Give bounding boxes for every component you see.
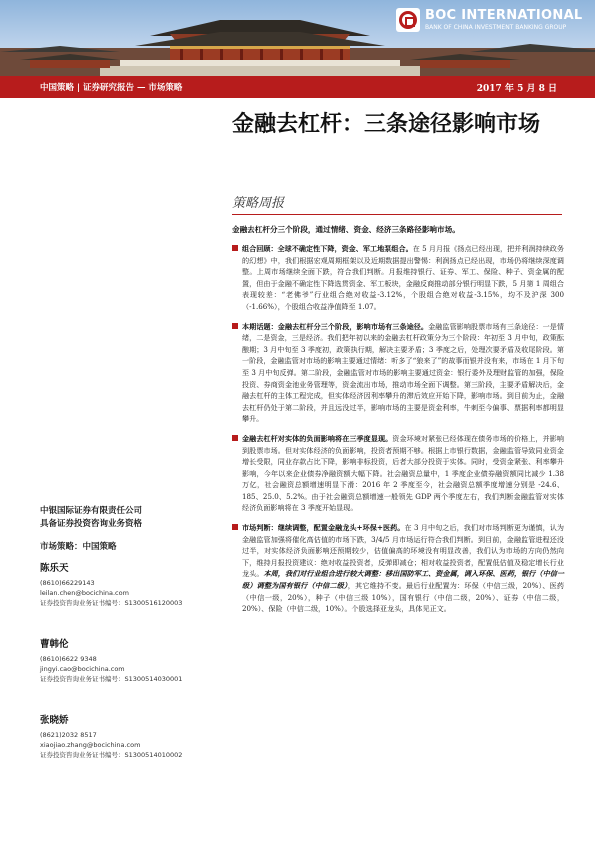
analyst-name: 曹韩伦 bbox=[40, 639, 69, 650]
header-strip bbox=[0, 76, 595, 98]
bullet-paragraph bbox=[242, 243, 564, 313]
bullet-square-icon bbox=[232, 245, 238, 251]
analyst-card bbox=[40, 712, 210, 760]
report-title: 金融去杠杆：三条途径影响市场 bbox=[232, 111, 541, 137]
bullet-label: 组合回顾：全球不确定性下降，资金、军工地泵组合。 bbox=[242, 244, 413, 253]
report-category: 市场策略：中国策略 bbox=[40, 542, 117, 552]
title-divider bbox=[232, 214, 562, 215]
bullet-text: 资金环境对紧张已经体现在债务市场的价格上，并影响到股票市场。但对实体经济的负面影响，投资者预期不够。根据上市银行数据，金融监管导致同业资金增长受限，同业存款占比下降，影响非标投资，后者大部分投资于实体。同时，受资金紧张、利率攀升影响，今年以来企业债券净融资额大幅下降。社会融资总量中，1 季度企业债券融资额同比减少 1.38 万亿，社会融资总额增速明显下滑：2016 年 2 季度至今，社会融资总额季度增速分别是 -24.6、185、25.0、5.2%。由于社会融资总额增速一般领先 GDP 两个季度左右，我们判断金融监管对实体经济负面影响将在 3 季度开始显现。 bbox=[242, 433, 564, 513]
bullet-text: 金融监管影响股票市场有三条途径：一是情绪，二是资金，三是经济。我们把年初以来的金融去杠杆政策分为三个阶段：年初至 3 月中旬，政策酝酿期；3 月中旬至 3 季度初，政策执行期，解决主要矛盾；3 季度之后，处理次要矛盾及收尾阶段。第一阶段，金融监管对市场的影响主要通过情绪：听多了“狼来了”的故事而银并没有来，市场在 1 月下旬至 3 月中旬反弹。第二阶段，金融监管对市场的影响主要通过资金：银行委外及理财监管的加强，保险投资、券商资金池业务管理等，资金流出市场，推动市场全面下调整。第三阶段，主要矛盾解决后，金融去杠杆的主体工程完成，但实体经济因利率攀升的滞后效应开始下降，影响市场。到目前为止，金融去杠杆仍处于第二阶段，并且远没过半，影响市场的主要是资金利率，牛刺至今偏事、票据利率都明显攀升。 bbox=[242, 321, 565, 424]
analyst-license: 证券投资咨询业务证书编号：S1300514030001 bbox=[40, 675, 183, 683]
summary-bullet bbox=[232, 243, 564, 313]
summary-bullet bbox=[232, 433, 564, 514]
analyst-card bbox=[40, 560, 210, 608]
analyst-license: 证券投资咨询业务证书编号：S1300514010002 bbox=[40, 751, 183, 759]
boc-logo bbox=[396, 8, 420, 32]
bullet-text: 在 5 月月报《扬点已经出现，把并利润持续政务的幻想》中，我们根据宏观周期框架以及近期数据提出警惕：利润扬点已经出现，市场仍将继续深度调整。上周市场继续全面下跌，符合我们判断。月报维持银行、证券、军工、保险、种子、资金属的配置，但由于金融不确定性下降选贯资金、军工板块，金融反商推动部分银行明显下跌，5 月第 1 周组合表现较差：“老佛爷”行业组合绝对收益-3.12%，个股组合绝对收益-3.15%，均不及沪深 300（-1.66%），个股组合收益净值降至 1.07。 bbox=[242, 244, 564, 311]
report-date: 2017 年 5 月 8 日 bbox=[476, 84, 557, 94]
firm-name: 中银国际证券有限责任公司 bbox=[40, 506, 143, 516]
breadcrumb: 中国策略 | 证券研究报告 — 市场策略 bbox=[40, 83, 183, 93]
analyst-phone: (8610)6622 9348 bbox=[40, 655, 97, 663]
analyst-name: 陈乐天 bbox=[40, 563, 69, 574]
analyst-name: 张晓娇 bbox=[40, 715, 69, 726]
bullet-square-icon bbox=[232, 524, 238, 530]
brand-subtitle: BANK OF CHINA INVESTMENT BANKING GROUP bbox=[425, 24, 567, 31]
bullet-emphasis: 本周，我们对行业组合进行较大调整：移出国防军工、资金属，调入环保、医药，银行（中信一级）调整为国有银行（中信二级） bbox=[242, 569, 565, 591]
bullet-square-icon bbox=[232, 435, 238, 441]
bullet-label: 金融去杠杆对实体的负面影响将在三季度显现。 bbox=[242, 433, 393, 443]
header-banner bbox=[0, 0, 595, 76]
analyst-phone: (8610)66229143 bbox=[40, 579, 95, 587]
analyst-phone: (8621)2032 8517 bbox=[40, 731, 97, 739]
bullet-paragraph bbox=[242, 321, 564, 425]
analyst-email[interactable]: leilan.chen@bocichina.com bbox=[40, 589, 129, 597]
analyst-license: 证券投资咨询业务证书编号：S1300516120003 bbox=[40, 599, 183, 607]
firm-qualification: 具备证券投资咨询业务资格 bbox=[40, 519, 143, 529]
boc-logo-icon bbox=[399, 11, 417, 29]
bullet-label: 市场判断：继续调整，配置金融龙头+环保+医药。 bbox=[242, 523, 405, 533]
summary-bullet bbox=[232, 321, 564, 425]
brand-name: BOC INTERNATIONAL bbox=[425, 8, 583, 23]
report-subtitle: 策略周报 bbox=[232, 196, 285, 211]
analyst-email[interactable]: xiaojiao.zhang@bocichina.com bbox=[40, 741, 141, 749]
bullet-tail: ，其它维持不变。最后行业配置为：环保（中信三级，20%）、医药（中信一级，20%），种子（中信三级 10%），国有银行（中信二级，20%）、证券（中信二级，20%）、保险（中信二级，10%）。个股选择亚龙头，具体见正文。 bbox=[242, 581, 564, 614]
firm-info bbox=[40, 505, 142, 531]
bullet-label: 本期话题：金融去杠杆分三个阶段，影响市场有三条途径。 bbox=[242, 321, 429, 331]
analyst-card bbox=[40, 636, 210, 684]
bullet-paragraph bbox=[242, 433, 564, 514]
bullet-text: 在 3 月中旬之后，我们对市场判断更为谨慎，认为金融监管加强将催化高估值的市场下跌，3/4/5 月市场运行符合我们判断。到目前，金融监管进程还没过半，对实体经济负面影响还预期较少，估值偏高的环境没有明显改善，我们认为市场的方向仍然向下，维持月报投资建议：绝对收益投资者，反弹即减仓；相对收益投资者，配置低估值及稳定增长行业龙头。 bbox=[242, 523, 564, 579]
bullet-paragraph bbox=[242, 522, 564, 615]
bullet-square-icon bbox=[232, 323, 238, 329]
analyst-email[interactable]: jingyi.cao@bocichina.com bbox=[40, 665, 125, 673]
summary-bullet bbox=[232, 522, 564, 615]
report-body bbox=[232, 224, 564, 623]
report-lead: 金融去杠杆分三个阶段，通过情绪、资金、经济三条路径影响市场。 bbox=[232, 225, 460, 234]
